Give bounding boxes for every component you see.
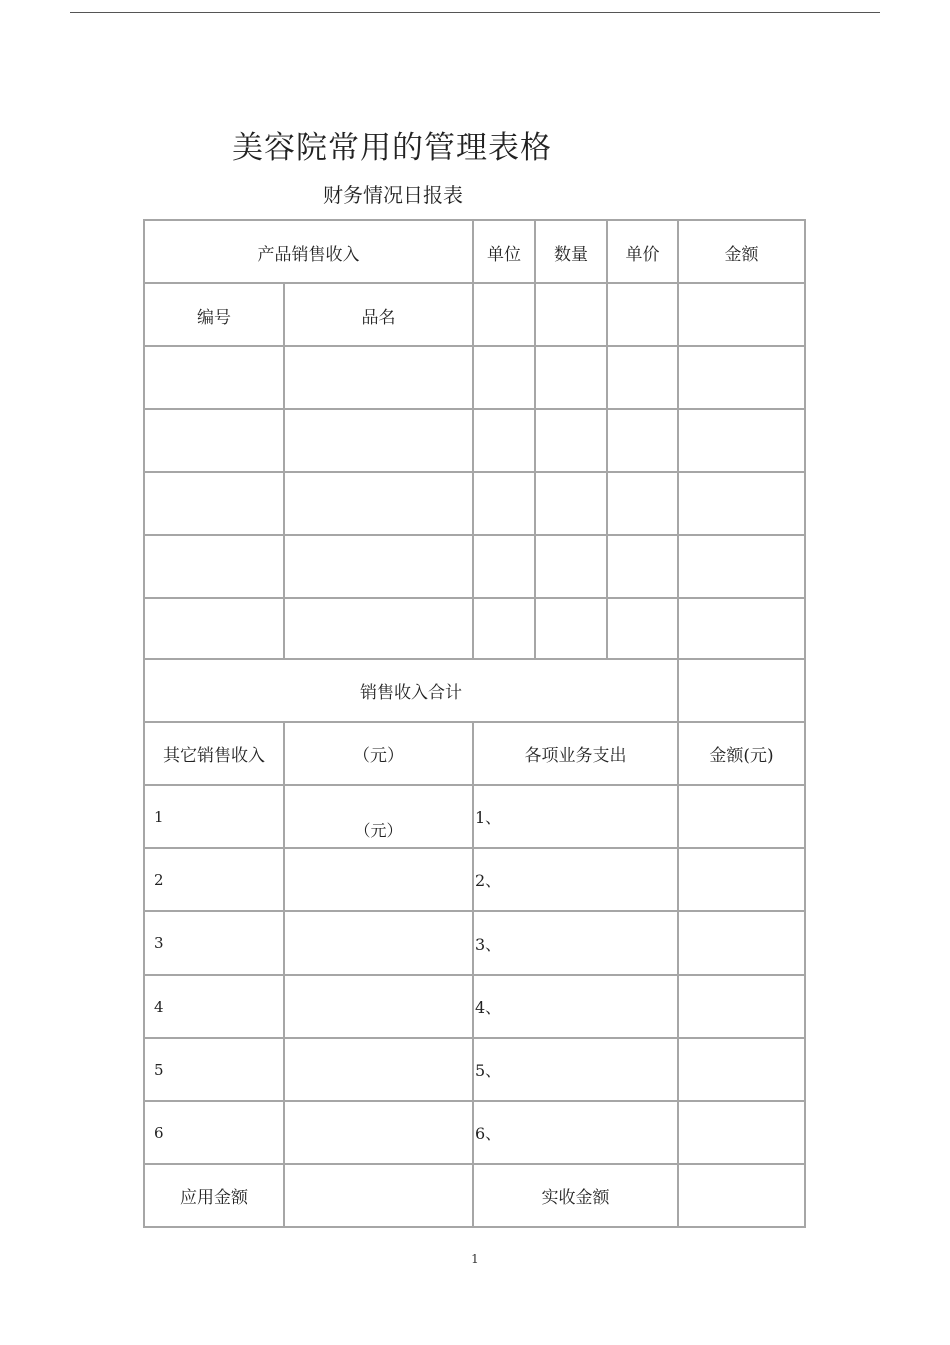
product-row-3-code[interactable]: [143, 471, 285, 536]
expense-row-1-item[interactable]: 1、: [472, 784, 679, 849]
product-row-5-amount[interactable]: [677, 597, 806, 660]
payable-amount-value[interactable]: [283, 1163, 474, 1228]
product-row-1-unit[interactable]: [472, 345, 536, 410]
header-unit: 单位: [472, 219, 536, 284]
product-row-5-unit[interactable]: [472, 597, 536, 660]
expense-row-6-amount[interactable]: [677, 1100, 806, 1165]
product-row-5-quantity[interactable]: [534, 597, 608, 660]
expense-row-2-item[interactable]: 2、: [472, 847, 679, 912]
product-row-3-amount[interactable]: [677, 471, 806, 536]
other-income-row-1-no: 1: [143, 784, 285, 849]
header-quantity: 数量: [534, 219, 608, 284]
product-row-4-unit[interactable]: [472, 534, 536, 599]
expense-row-5-item[interactable]: 5、: [472, 1037, 679, 1102]
product-row-2-code[interactable]: [143, 408, 285, 473]
other-income-row-2-no: 2: [143, 847, 285, 912]
subheader-unit-blank: [472, 282, 536, 347]
product-row-2-unit[interactable]: [472, 408, 536, 473]
product-row-4-quantity[interactable]: [534, 534, 608, 599]
expense-row-3-item[interactable]: 3、: [472, 910, 679, 976]
subheader-quantity-blank: [534, 282, 608, 347]
subheader-unit-price-blank: [606, 282, 679, 347]
other-income-row-6-yuan[interactable]: [283, 1100, 474, 1165]
subheader-amount-blank: [677, 282, 806, 347]
header-product-sales-income: 产品销售收入: [143, 219, 474, 284]
product-row-1-name[interactable]: [283, 345, 474, 410]
received-amount-value[interactable]: [677, 1163, 806, 1228]
other-income-row-1-yuan[interactable]: （元）: [283, 784, 474, 849]
header-rule: [70, 12, 880, 13]
product-row-4-code[interactable]: [143, 534, 285, 599]
sales-total-value[interactable]: [677, 658, 806, 723]
header-other-sales-income: 其它销售收入: [143, 721, 285, 786]
other-income-row-6-no: 6: [143, 1100, 285, 1165]
product-row-4-unit-price[interactable]: [606, 534, 679, 599]
product-row-2-quantity[interactable]: [534, 408, 608, 473]
product-row-2-name[interactable]: [283, 408, 474, 473]
form-title: 财务情况日报表: [323, 183, 463, 207]
product-row-2-unit-price[interactable]: [606, 408, 679, 473]
product-row-3-unit[interactable]: [472, 471, 536, 536]
product-row-5-unit-price[interactable]: [606, 597, 679, 660]
expense-row-3-amount[interactable]: [677, 910, 806, 976]
expense-row-5-amount[interactable]: [677, 1037, 806, 1102]
subheader-code: 编号: [143, 282, 285, 347]
page-title: 美容院常用的管理表格: [232, 130, 552, 166]
product-row-3-quantity[interactable]: [534, 471, 608, 536]
other-income-row-3-yuan[interactable]: [283, 910, 474, 976]
other-income-row-4-yuan[interactable]: [283, 974, 474, 1039]
received-amount-label: 实收金额: [472, 1163, 679, 1228]
other-income-row-4-no: 4: [143, 974, 285, 1039]
expense-row-4-amount[interactable]: [677, 974, 806, 1039]
header-unit-price: 单价: [606, 219, 679, 284]
expense-row-6-item[interactable]: 6、: [472, 1100, 679, 1165]
expense-row-1-amount[interactable]: [677, 784, 806, 849]
product-row-4-amount[interactable]: [677, 534, 806, 599]
other-income-row-5-no: 5: [143, 1037, 285, 1102]
product-row-4-name[interactable]: [283, 534, 474, 599]
other-income-row-3-no: 3: [143, 910, 285, 976]
product-row-1-code[interactable]: [143, 345, 285, 410]
product-row-1-amount[interactable]: [677, 345, 806, 410]
header-yuan: （元）: [283, 721, 474, 786]
header-amount: 金额: [677, 219, 806, 284]
subheader-product-name: 品名: [283, 282, 474, 347]
payable-amount-label: 应用金额: [143, 1163, 285, 1228]
product-row-2-amount[interactable]: [677, 408, 806, 473]
other-income-row-2-yuan[interactable]: [283, 847, 474, 912]
header-amount-yuan: 金额(元): [677, 721, 806, 786]
other-income-row-5-yuan[interactable]: [283, 1037, 474, 1102]
product-row-5-code[interactable]: [143, 597, 285, 660]
page-number: 1: [471, 1252, 479, 1266]
product-row-1-unit-price[interactable]: [606, 345, 679, 410]
product-row-3-unit-price[interactable]: [606, 471, 679, 536]
expense-row-4-item[interactable]: 4、: [472, 974, 679, 1039]
expense-row-2-amount[interactable]: [677, 847, 806, 912]
product-row-1-quantity[interactable]: [534, 345, 608, 410]
product-row-5-name[interactable]: [283, 597, 474, 660]
sales-total-label: 销售收入合计: [143, 658, 679, 723]
product-row-3-name[interactable]: [283, 471, 474, 536]
header-business-expenses: 各项业务支出: [472, 721, 679, 786]
